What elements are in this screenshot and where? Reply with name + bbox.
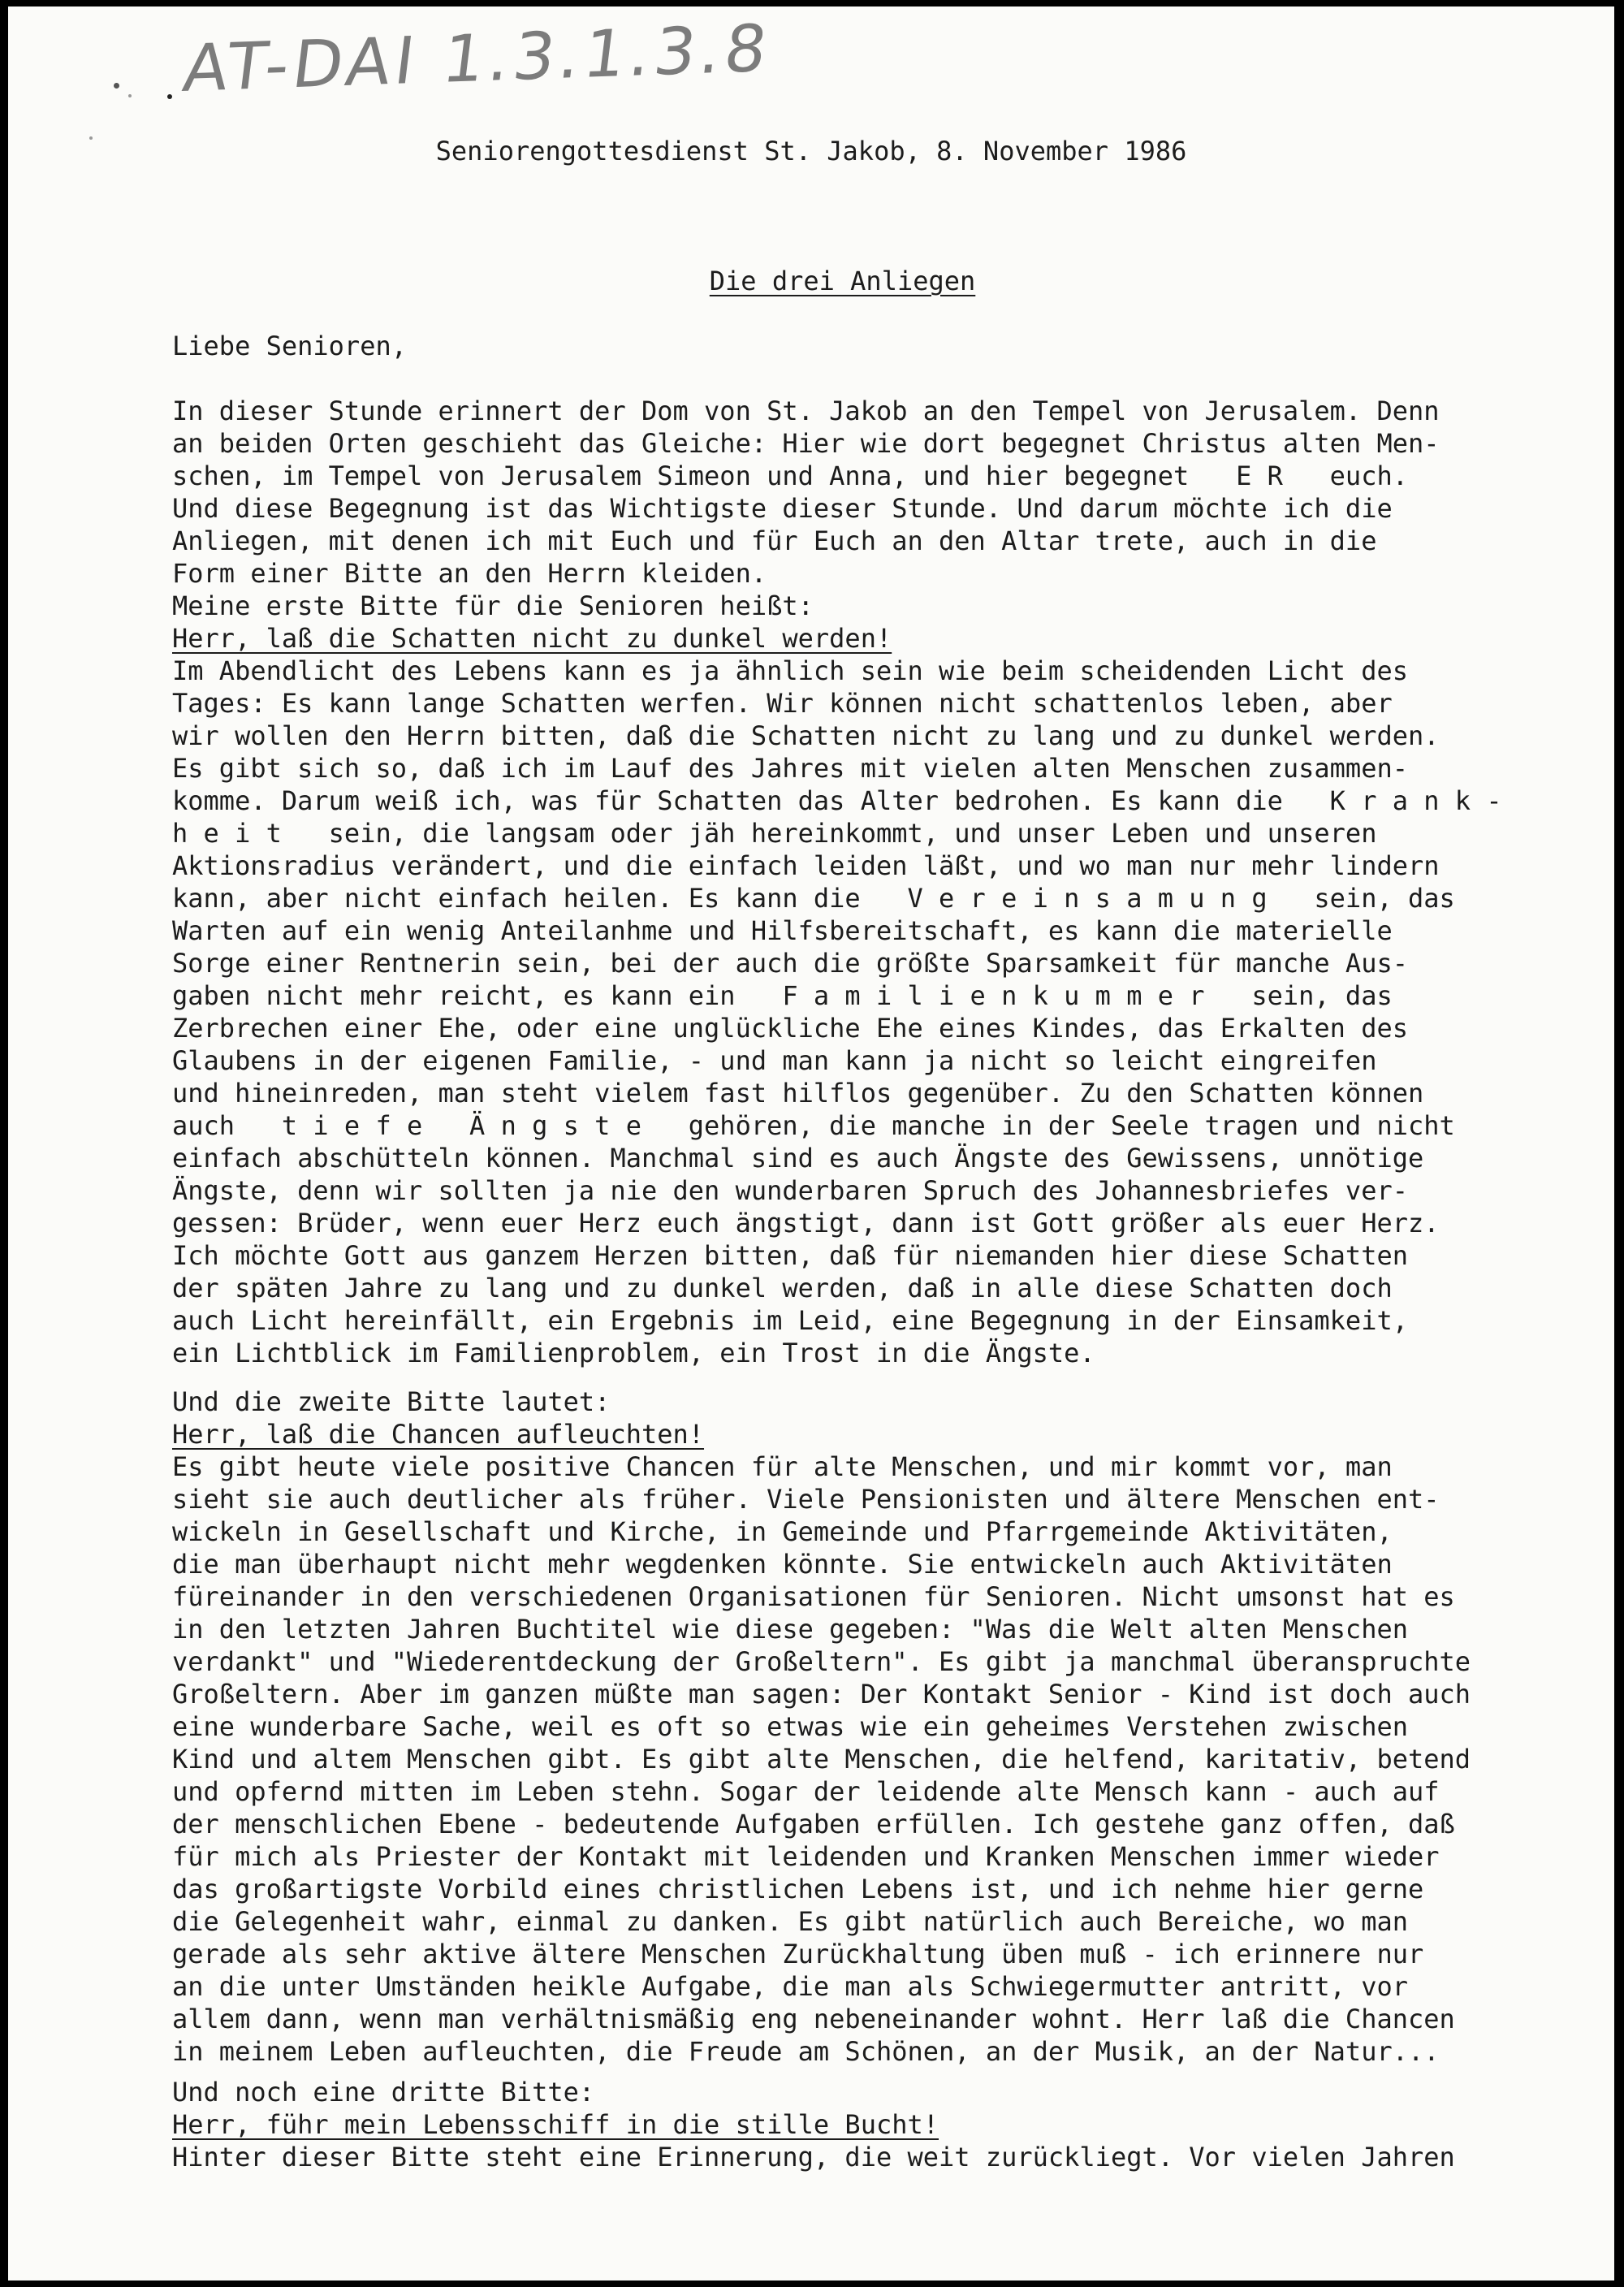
speck-mark [167, 94, 172, 99]
text-line: die man überhaupt nicht mehr wegdenken könnte. Sie entwickeln auch Aktivitäten [172, 1549, 1393, 1580]
text-line: für mich als Priester der Kontakt mit leidenden und Kranken Menschen immer wieder [172, 1841, 1440, 1872]
text-line: der späten Jahre zu lang und zu dunkel werden, daß in alle diese Schatten doch [172, 1273, 1393, 1303]
text-line: Meine erste Bitte für die Senioren heißt: [172, 590, 814, 621]
text-line: Und diese Begegnung ist das Wichtigste dieser Stunde. Und darum möchte ich die [172, 493, 1393, 524]
text-line: Hinter dieser Bitte steht eine Erinnerung, die weit zurückliegt. Vor vielen Jahren [172, 2142, 1455, 2172]
text-line: und hineinreden, man steht vielem fast hilflos gegenüber. Zu den Schatten können [172, 1078, 1424, 1109]
text-line: In dieser Stunde erinnert der Dom von St. Jakob an den Tempel von Jerusalem. Denn [172, 396, 1440, 426]
plea3-heading [172, 2108, 1601, 2141]
text-line: Zerbrechen einer Ehe, oder eine unglückliche Ehe eines Kindes, das Erkalten des [172, 1013, 1408, 1044]
text-line: füreinander in den verschiedenen Organisationen für Senioren. Nicht umsonst hat es [172, 1581, 1455, 1612]
text-line: in meinem Leben aufleuchten, die Freude am Schönen, an der Musik, an der Natur... [172, 2036, 1440, 2067]
plea3-heading-text: Herr, führ mein Lebensschiff in die stille Bucht! [172, 2109, 939, 2140]
plea3-section [172, 2076, 1601, 2173]
text-line: an die unter Umständen heikle Aufgabe, die man als Schwiegermutter antritt, vor [172, 1971, 1408, 2002]
text-line: Form einer Bitte an den Herrn kleiden. [172, 558, 767, 589]
text-line: gerade als sehr aktive ältere Menschen Zurückhaltung üben muß - ich erinnere nur [172, 1939, 1424, 1969]
text-line: sieht sie auch deutlicher als früher. Viele Pensionisten und ältere Menschen ent- [172, 1484, 1440, 1515]
text-line: Anliegen, mit denen ich mit Euch und für Euch an den Altar trete, auch in die [172, 525, 1377, 556]
text-line: an beiden Orten geschieht das Gleiche: Hier wie dort begegnet Christus alten Men- [172, 428, 1440, 459]
text-line: h e i t sein, die langsam oder jäh hereinkommt, und unser Leben und unseren [172, 818, 1377, 849]
text-line: Warten auf ein wenig Anteilanhme und Hilfsbereitschaft, es kann die materielle [172, 915, 1393, 946]
text-line: der menschlichen Ebene - bedeutende Aufgaben erfüllen. Ich gestehe ganz offen, daß [172, 1809, 1455, 1840]
text-line: allem dann, wenn man verhältnismäßig eng nebeneinander wohnt. Herr laß die Chancen [172, 2004, 1455, 2034]
text-line: das großartigste Vorbild eines christlichen Lebens ist, und ich nehme hier gerne [172, 1874, 1424, 1904]
text-line: gaben nicht mehr reicht, es kann ein F a m i l i e n k u m m e r sein, das [172, 980, 1393, 1011]
document-subtitle: Die drei Anliegen [709, 266, 976, 296]
text-line: einfach abschütteln können. Manchmal sind es auch Ängste des Gewissens, unnötige [172, 1143, 1424, 1174]
text-line: Ich möchte Gott aus ganzem Herzen bitten, daß für niemanden hier diese Schatten [172, 1240, 1408, 1271]
text-line: wickeln in Gesellschaft und Kirche, in Gemeinde und Pfarrgemeinde Aktivitäten, [172, 1516, 1393, 1547]
text-line: Im Abendlicht des Lebens kann es ja ähnlich sein wie beim scheidenden Licht des [172, 655, 1408, 686]
text-line: Großeltern. Aber im ganzen müßte man sagen: Der Kontakt Senior - Kind ist doch auch [172, 1679, 1471, 1710]
text-line: Ängste, denn wir sollten ja nie den wunderbaren Spruch des Johannesbriefes ver- [172, 1175, 1408, 1206]
document-page [8, 6, 1614, 2281]
subtitle-wrapper [8, 232, 1614, 330]
text-line: die Gelegenheit wahr, einmal zu danken. Es gibt natürlich auch Bereiche, wo man [172, 1906, 1408, 1937]
text-line: Tages: Es kann lange Schatten werfen. Wir können nicht schattenlos leben, aber [172, 688, 1393, 719]
text-line: auch t i e f e Ä n g s t e gehören, die manche in der Seele tragen und nicht [172, 1110, 1455, 1141]
plea3-intro: Und noch eine dritte Bitte: [172, 2077, 595, 2108]
text-line: und opfernd mitten im Leben stehn. Sogar der leidende alte Mensch kann - auch auf [172, 1776, 1440, 1807]
plea1-heading [172, 622, 1601, 655]
text-line: gessen: Brüder, wenn euer Herz euch ängstigt, dann ist Gott größer als euer Herz. [172, 1208, 1440, 1239]
text-line: Sorge einer Rentnerin sein, bei der auch die größte Sparsamkeit für manche Aus- [172, 948, 1408, 979]
plea2-section [172, 1386, 1601, 2068]
text-line: wir wollen den Herrn bitten, daß die Schatten nicht zu lang und zu dunkel werden. [172, 720, 1440, 751]
archive-signature-mark: AT-DAI 1.3.1.3.8 [179, 10, 775, 106]
speck-mark [114, 83, 119, 89]
text-line: Es gibt sich so, daß ich im Lauf des Jahres mit vielen alten Menschen zusammen- [172, 753, 1408, 784]
speck-mark [128, 94, 132, 97]
text-line: kann, aber nicht einfach heilen. Es kann die V e r e i n s a m u n g sein, das [172, 883, 1455, 914]
text-line: ein Lichtblick im Familienproblem, ein Trost in die Ängste. [172, 1338, 1095, 1368]
plea2-intro: Und die zweite Bitte lautet: [172, 1386, 611, 1417]
text-line: Aktionsradius verändert, und die einfach leiden läßt, und wo man nur mehr lindern [172, 850, 1440, 881]
text-line: Kind und altem Menschen gibt. Es gibt alte Menschen, die helfend, karitativ, betend [172, 1744, 1471, 1775]
text-line: Glaubens in der eigenen Familie, - und man kann ja nicht so leicht eingreifen [172, 1045, 1377, 1076]
plea2-heading [172, 1418, 1601, 1450]
text-line: Es gibt heute viele positive Chancen für alte Menschen, und mir kommt vor, man [172, 1451, 1393, 1482]
text-line: komme. Darum weiß ich, was für Schatten das Alter bedrohen. Es kann die K r a n k - [172, 785, 1502, 816]
text-line: auch Licht hereinfällt, ein Ergebnis im Leid, eine Begegnung in der Einsamkeit, [172, 1305, 1408, 1336]
text-line: eine wunderbare Sache, weil es oft so etwas wie ein geheimes Verstehen zwischen [172, 1711, 1408, 1742]
salutation: Liebe Senioren, [172, 331, 407, 361]
plea2-heading-text: Herr, laß die Chancen aufleuchten! [172, 1419, 705, 1450]
document-title: Seniorengottesdienst St. Jakob, 8. November 1986 [435, 136, 1187, 166]
text-line: in den letzten Jahren Buchtitel wie diese gegeben: "Was die Welt alten Menschen [172, 1614, 1408, 1645]
plea1-heading-text: Herr, laß die Schatten nicht zu dunkel werden! [172, 623, 892, 654]
intro-paragraph [172, 395, 1601, 1369]
text-line: verdankt" und "Wiederentdeckung der Großeltern". Es gibt ja manchmal überanspruchte [172, 1646, 1471, 1677]
text-line: schen, im Tempel von Jerusalem Simeon und Anna, und hier begegnet E R euch. [172, 460, 1408, 491]
